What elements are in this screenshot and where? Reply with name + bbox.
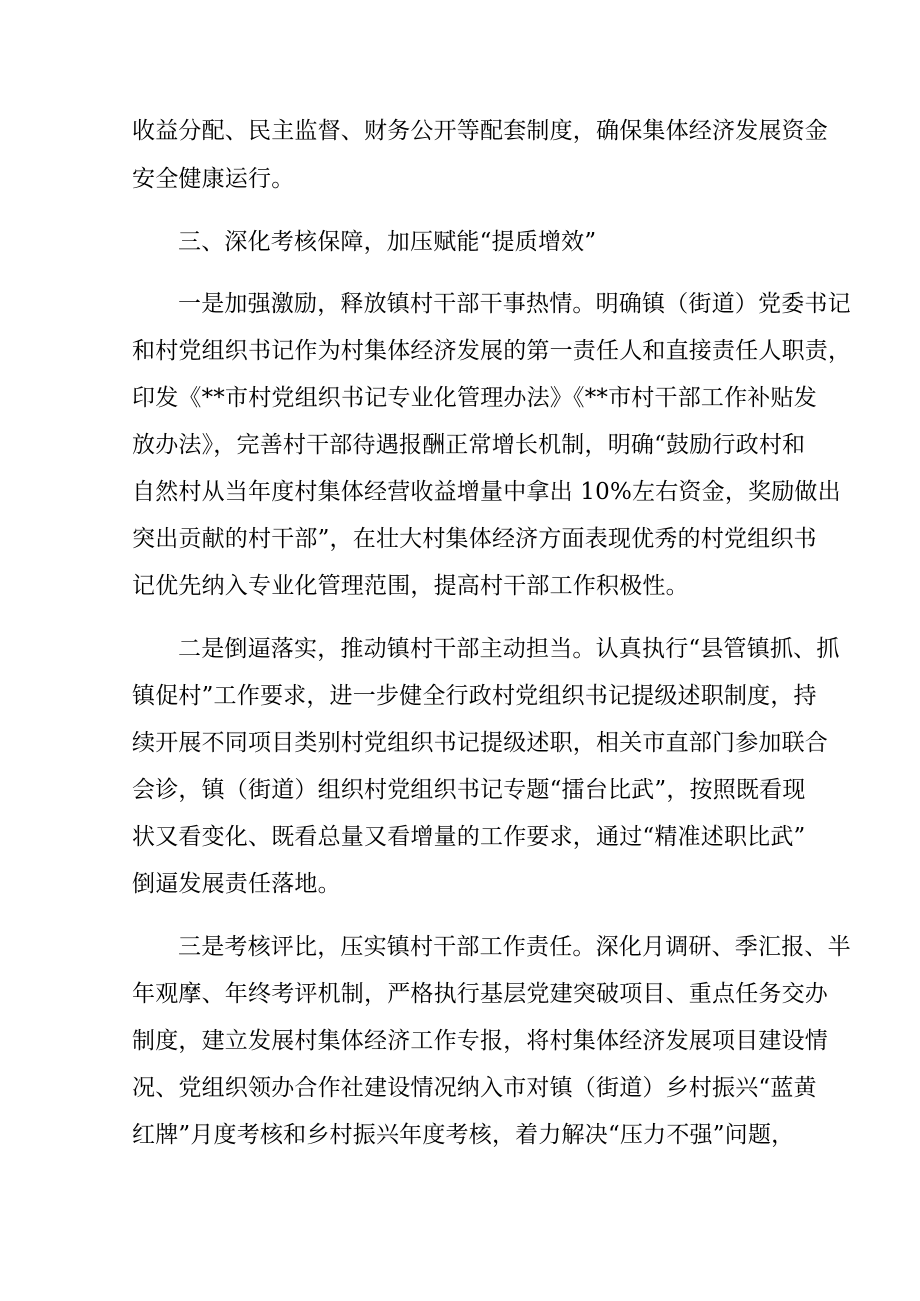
body-text-line: 收益分配、民主监督、财务公开等配套制度，确保集体经济发展资金 bbox=[132, 118, 828, 144]
body-text-line: 倒逼发展责任落地。 bbox=[132, 871, 341, 897]
body-text-line: 和村党组织书记作为村集体经济发展的第一责任人和直接责任人职责， bbox=[132, 338, 852, 364]
body-text-line: 自然村从当年度村集体经营收益增量中拿出 10%左右资金，奖励做出 bbox=[132, 479, 841, 505]
body-text-line: 一是加强激励，释放镇村干部干事热情。明确镇（街道）党委书记 bbox=[178, 291, 851, 317]
section-heading: 三、深化考核保障，加压赋能“提质增效” bbox=[178, 229, 597, 255]
body-text-line: 年观摩、年终考评机制，严格执行基层党建突破项目、重点任务交办 bbox=[132, 981, 828, 1007]
body-text-line: 印发《**市村党组织书记专业化管理办法》《**市村干部工作补贴发 bbox=[132, 385, 817, 411]
body-text-line: 制度，建立发展村集体经济工作专报，将村集体经济发展项目建设情 bbox=[132, 1028, 828, 1054]
body-text-line: 况、党组织领办合作社建设情况纳入市对镇（街道）乡村振兴“蓝黄 bbox=[132, 1075, 817, 1101]
body-text-line: 放办法》，完善村干部待遇报酬正常增长机制，明确“鼓励行政村和 bbox=[132, 432, 806, 458]
body-text-line: 二是倒逼落实，推动镇村干部主动担当。认真执行“县管镇抓、抓 bbox=[178, 636, 840, 662]
body-text-line: 突出贡献的村干部”，在壮大村集体经济方面表现优秀的村党组织书 bbox=[132, 526, 817, 552]
body-text-line: 红牌”月度考核和乡村振兴年度考核，着力解决“压力不强”问题， bbox=[132, 1122, 795, 1148]
body-text-line: 三是考核评比，压实镇村干部工作责任。深化月调研、季汇报、半 bbox=[178, 934, 851, 960]
body-text-line: 状又看变化、既看总量又看增量的工作要求，通过“精准述职比武” bbox=[132, 824, 806, 850]
body-text-line: 镇促村”工作要求，进一步健全行政村党组织书记提级述职制度，持 bbox=[132, 683, 817, 709]
body-text-line: 续开展不同项目类别村党组织书记提级述职，相关市直部门参加联合 bbox=[132, 730, 828, 756]
body-text-line: 安全健康运行。 bbox=[132, 166, 295, 192]
body-text-line: 记优先纳入专业化管理范围，提高村干部工作积极性。 bbox=[132, 573, 689, 599]
body-text-line: 会诊，镇（街道）组织村党组织书记专题“擂台比武”，按照既看现 bbox=[132, 777, 806, 803]
